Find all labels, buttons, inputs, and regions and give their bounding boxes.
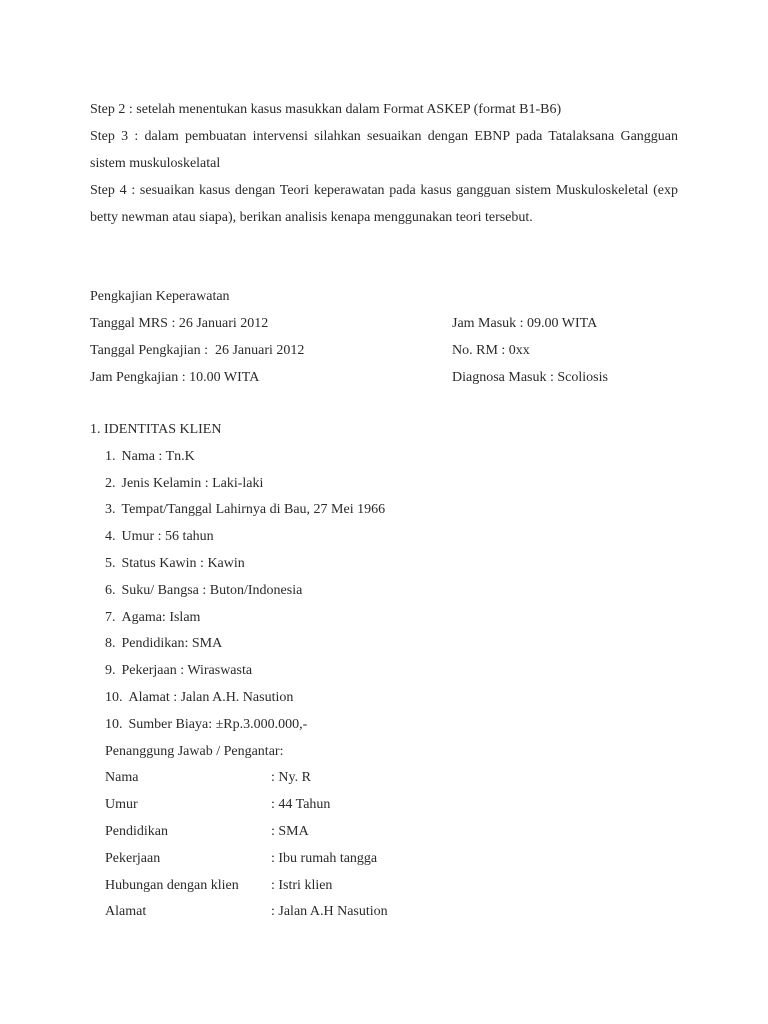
list-item-text: Jenis Kelamin : Laki-laki: [121, 475, 264, 491]
tanggal-mrs: Tanggal MRS : 26 Januari 2012: [90, 316, 269, 331]
assessment-section: [90, 283, 690, 391]
diagnosa-masuk: Diagnosa Masuk : Scoliosis: [452, 370, 608, 385]
guardian-value: : Istri klien: [271, 877, 333, 893]
list-item-number: 6.: [105, 582, 116, 598]
list-item: [90, 471, 690, 498]
list-item-text: Tempat/Tanggal Lahirnya di Bau, 27 Mei 1966: [121, 502, 386, 518]
assessment-row-1: [90, 310, 690, 337]
tanggal-pengkajian: Tanggal Pengkajian : 26 Januari 2012: [90, 343, 305, 358]
list-item: [90, 444, 690, 471]
list-item: [90, 524, 690, 551]
list-item-number: 5.: [105, 555, 116, 571]
list-item: [90, 551, 690, 578]
guardian-value: : SMA: [271, 823, 309, 839]
list-item-number: 3.: [105, 502, 116, 518]
guardian-label: Pendidikan: [105, 823, 168, 839]
list-item-number: 2.: [105, 475, 116, 491]
list-item-text: Umur : 56 tahun: [121, 529, 214, 545]
guardian-value: : Ny. R: [271, 770, 311, 786]
guardian-value: : Jalan A.H Nasution: [271, 904, 388, 920]
guardian-row: [105, 792, 690, 819]
list-item-number: 8.: [105, 636, 116, 652]
assessment-row-2: [90, 337, 690, 364]
list-item: [90, 497, 690, 524]
list-item-text: Sumber Biaya: ±Rp.3.000.000,-: [128, 716, 308, 732]
assessment-row-3: [90, 364, 690, 391]
guardian-value: : 44 Tahun: [271, 797, 331, 813]
steps-section: [90, 96, 678, 231]
guardian-label: Umur: [105, 797, 138, 813]
list-item-number: 10.: [105, 716, 123, 732]
list-item-text: Agama: Islam: [121, 609, 201, 625]
assessment-title: Pengkajian Keperawatan: [90, 289, 230, 304]
step-2-text: Step 2 : setelah menentukan kasus masukkan dalam Format ASKEP (format B1-B6): [90, 102, 562, 117]
list-item: [90, 605, 690, 632]
guardian-row: [105, 846, 690, 873]
list-item-number: 4.: [105, 529, 116, 545]
guardian-row: [105, 899, 690, 926]
list-item-number: 1.: [105, 448, 116, 464]
list-item-text: Nama : Tn.K: [121, 448, 195, 464]
guardian-row: [105, 765, 690, 792]
guardian-row: [105, 819, 690, 846]
list-item-text: Pekerjaan : Wiraswasta: [121, 663, 253, 679]
identity-list: [90, 444, 690, 739]
list-item: [90, 631, 690, 658]
list-item: [90, 578, 690, 605]
identity-heading: 1. IDENTITAS KLIEN: [90, 422, 222, 437]
jam-masuk: Jam Masuk : 09.00 WITA: [452, 316, 598, 331]
identity-section: [90, 417, 690, 926]
guardian-label: Nama: [105, 770, 139, 786]
assessment-title-row: [90, 283, 690, 310]
jam-pengkajian: Jam Pengkajian : 10.00 WITA: [90, 370, 260, 385]
list-item-number: 10.: [105, 689, 123, 705]
guardian-label: Alamat: [105, 904, 147, 920]
list-item-text: Alamat : Jalan A.H. Nasution: [128, 689, 294, 705]
list-item-text: Pendidikan: SMA: [121, 636, 223, 652]
guardian-label: Hubungan dengan klien: [105, 877, 239, 893]
list-item: [90, 658, 690, 685]
no-rm: No. RM : 0xx: [452, 343, 530, 358]
guardian-section: [90, 739, 690, 927]
list-item-text: Suku/ Bangsa : Buton/Indonesia: [121, 582, 303, 598]
list-item: [90, 685, 690, 712]
list-item-number: 9.: [105, 663, 116, 679]
list-item: [90, 712, 690, 739]
guardian-heading: Penanggung Jawab / Pengantar:: [105, 743, 284, 759]
step-4-text: Step 4 : sesuaikan kasus dengan Teori keperawatan pada kasus gangguan sistem Muskuloskeletal (exp betty newman atau siapa), berikan analisis kenapa menggunakan teori tersebut.: [90, 183, 678, 225]
guardian-row: [105, 873, 690, 900]
guardian-label: Pekerjaan: [105, 850, 161, 866]
guardian-value: : Ibu rumah tangga: [271, 850, 378, 866]
list-item-text: Status Kawin : Kawin: [121, 555, 245, 571]
list-item-number: 7.: [105, 609, 116, 625]
step-3-text: Step 3 : dalam pembuatan intervensi silahkan sesuaikan dengan EBNP pada Tatalaksana Gangguan sistem muskuloskelatal: [90, 129, 678, 171]
